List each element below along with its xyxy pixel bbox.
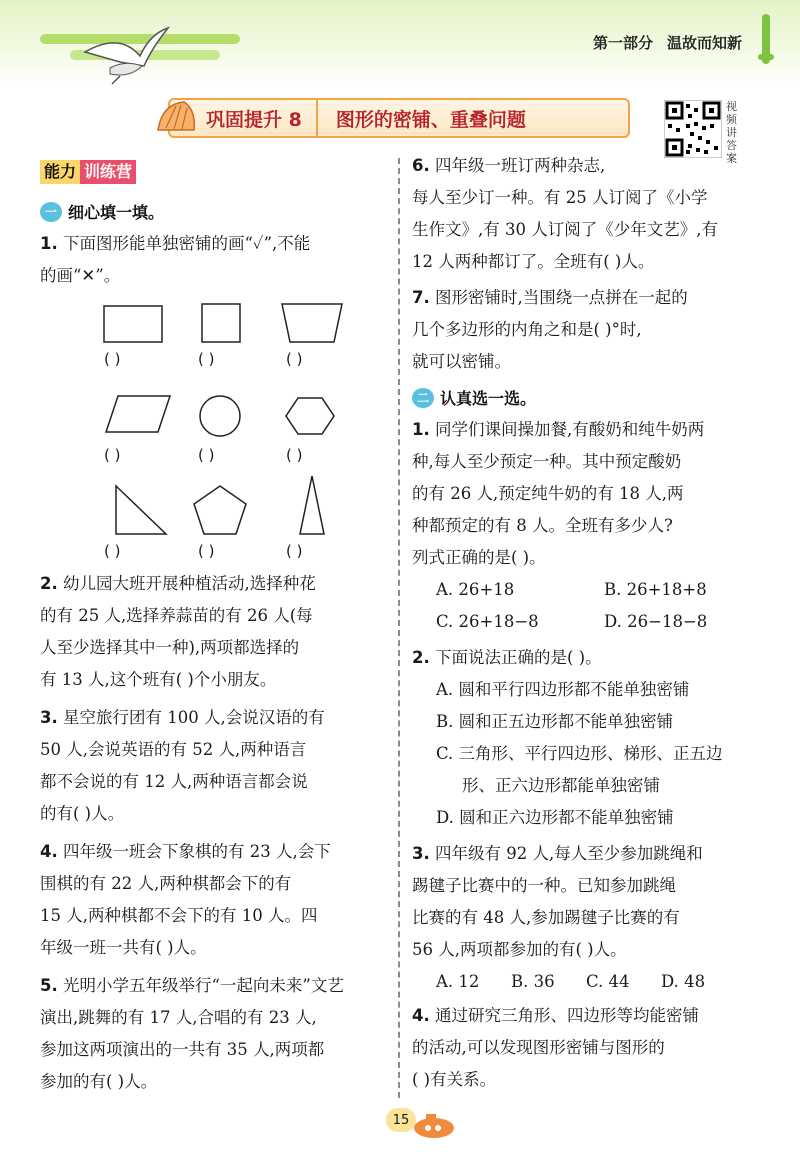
question-number: 1.	[40, 234, 58, 253]
question-6	[412, 150, 772, 278]
choice-question-2	[412, 642, 772, 834]
question-line: 12 人两种都订了。全班有( )人。	[412, 252, 655, 271]
question-line: 15 人,两种棋都不会下的有 10 人。四	[40, 906, 318, 925]
question-line: 同学们课间操加餐,有酸奶和纯牛奶两	[435, 420, 705, 439]
question-line: 的活动,可以发现图形密铺与图形的	[412, 1038, 665, 1057]
question-line: ( )有关系。	[412, 1070, 497, 1089]
question-line: 围棋的有 22 人,两种棋都会下的有	[40, 874, 292, 893]
trapezoid-shape	[282, 304, 342, 342]
question-number: 2.	[40, 574, 58, 593]
option-c[interactable]: C. 三角形、平行四边形、梯形、正五边	[436, 744, 723, 763]
question-line: 光明小学五年级举行“一起向未来”文艺	[63, 976, 344, 995]
question-number: 1.	[412, 420, 430, 439]
option-a[interactable]: A. 26+18	[436, 580, 515, 599]
question-line: 四年级一班订两种杂志,	[435, 156, 606, 175]
question-number: 3.	[412, 844, 430, 863]
question-line: 人至少选择其中一种),两项都选择的	[40, 638, 300, 657]
question-1	[40, 228, 392, 292]
section-heading-2	[412, 386, 536, 409]
question-line: 演出,跳舞的有 17 人,合唱的有 23 人,	[40, 1008, 317, 1027]
answer-blank[interactable]: ( )	[286, 350, 303, 368]
ability-tag-b: 训练营	[80, 160, 136, 184]
qr-caption: 视频讲答案	[726, 100, 737, 165]
question-2	[40, 568, 392, 696]
seagull-icon	[80, 22, 170, 86]
option-d[interactable]: D. 圆和正六边形都不能单独密铺	[436, 808, 674, 827]
question-line: 踢毽子比赛中的一种。已知参加跳绳	[412, 876, 676, 895]
option-d[interactable]: D. 26−18−8	[604, 612, 708, 631]
question-4	[40, 836, 392, 964]
submarine-icon	[410, 1108, 460, 1142]
option-row	[412, 574, 772, 606]
question-line: 幼儿园大班开展种植活动,选择种花	[63, 574, 316, 593]
question-line: 种都预定的有 8 人。全班有多少人?	[412, 516, 673, 535]
option-c-continued: 形、正六边形都能单独密铺	[462, 776, 660, 795]
choice-question-4	[412, 1000, 772, 1096]
question-line: 通过研究三角形、四边形等均能密铺	[435, 1006, 699, 1025]
question-line: 的有( )人。	[40, 804, 125, 823]
ability-tag-a: 能力	[40, 160, 80, 184]
question-line: 参加这两项演出的一共有 35 人,两项都	[40, 1040, 325, 1059]
section-title: 认真选一选。	[440, 389, 537, 408]
option-a[interactable]: A. 12	[436, 972, 480, 991]
question-line: 参加的有( )人。	[40, 1072, 158, 1091]
option-b[interactable]: B. 36	[511, 972, 555, 991]
shell-icon	[154, 96, 198, 136]
parallelogram-shape	[106, 396, 170, 432]
question-line: 有 13 人,这个班有( )个小朋友。	[40, 670, 277, 689]
question-number: 7.	[412, 288, 430, 307]
option-b[interactable]: B. 26+18+8	[604, 580, 707, 599]
isosceles-triangle-shape	[300, 476, 324, 534]
question-line: 56 人,两项都参加的有( )人。	[412, 940, 627, 959]
question-line: 年级一班一共有( )人。	[40, 938, 207, 957]
section-number: 二	[412, 388, 434, 408]
answer-blank[interactable]: ( )	[198, 446, 215, 464]
question-line: 种,每人至少预定一种。其中预定酸奶	[412, 452, 682, 471]
question-line: 比赛的有 48 人,参加踢毽子比赛的有	[412, 908, 680, 927]
answer-blank[interactable]: ( )	[286, 542, 303, 560]
answer-blank[interactable]: ( )	[104, 350, 121, 368]
question-line: 就可以密铺。	[412, 352, 511, 371]
header-part: 第一部分	[592, 34, 653, 52]
answer-blank[interactable]: ( )	[104, 542, 121, 560]
choice-question-1	[412, 414, 772, 638]
question-number: 4.	[412, 1006, 430, 1025]
option-row	[412, 606, 772, 638]
shapes-grid	[90, 296, 360, 566]
answer-blank[interactable]: ( )	[198, 542, 215, 560]
option-row	[412, 966, 736, 998]
option-c[interactable]: C. 26+18−8	[436, 612, 539, 631]
question-line: 下面图形能单独密铺的画“✓”,不能	[63, 234, 311, 253]
square-shape	[202, 304, 240, 342]
rectangle-shape	[104, 306, 162, 342]
question-number: 2.	[412, 648, 430, 667]
option-a[interactable]: A. 圆和平行四边形都不能单独密铺	[436, 680, 690, 699]
page-number: 15	[386, 1108, 416, 1132]
question-number: 6.	[412, 156, 430, 175]
question-number: 5.	[40, 976, 58, 995]
question-3	[40, 702, 392, 830]
question-line: 生作文》,有 30 人订阅了《少年文艺》,有	[412, 220, 718, 239]
option-d[interactable]: D. 48	[661, 972, 706, 991]
section-number: 一	[40, 202, 62, 222]
question-line: 都不会说的有 12 人,两种语言都会说	[40, 772, 308, 791]
question-line: 每人至少订一种。有 25 人订阅了《小学	[412, 188, 708, 207]
title-banner	[168, 98, 630, 138]
header-text	[593, 32, 742, 53]
option-c[interactable]: C. 44	[586, 972, 630, 991]
question-5	[40, 970, 392, 1098]
question-line: 几个多边形的内角之和是( )°时,	[412, 320, 642, 339]
hexagon-shape	[286, 398, 334, 434]
question-line: 下面说法正确的是( )。	[435, 648, 602, 667]
question-line: 的有 25 人,选择养蒜苗的有 26 人(每	[40, 606, 313, 625]
title-left: 巩固提升 8	[170, 100, 318, 136]
column-divider	[398, 158, 400, 1098]
section-heading-1	[40, 200, 164, 223]
choice-question-3	[412, 838, 772, 998]
question-line: 的画“✕”。	[40, 266, 121, 285]
question-number: 4.	[40, 842, 58, 861]
answer-blank[interactable]: ( )	[286, 446, 303, 464]
question-line: 的有 26 人,预定纯牛奶的有 18 人,两	[412, 484, 684, 503]
question-line: 列式正确的是( )。	[412, 548, 546, 567]
answer-blank[interactable]: ( )	[104, 446, 121, 464]
question-line: 四年级一班会下象棋的有 23 人,会下	[63, 842, 331, 861]
section-title: 细心填一填。	[68, 203, 165, 222]
question-line: 图形密铺时,当围绕一点拼在一起的	[435, 288, 688, 307]
question-number: 3.	[40, 708, 58, 727]
option-b[interactable]: B. 圆和正五边形都不能单独密铺	[436, 712, 674, 731]
question-line: 四年级有 92 人,每人至少参加跳绳和	[435, 844, 703, 863]
question-line: 50 人,会说英语的有 52 人,两种语言	[40, 740, 307, 759]
question-line: 星空旅行团有 100 人,会说汉语的有	[63, 708, 325, 727]
right-triangle-shape	[116, 486, 166, 534]
header-section: 温故而知新	[666, 34, 742, 52]
ability-tag	[40, 160, 136, 184]
title-right: 图形的密铺、重叠问题	[335, 108, 526, 131]
circle-shape	[200, 396, 240, 436]
corner-mark	[758, 54, 774, 60]
answer-blank[interactable]: ( )	[198, 350, 215, 368]
pentagon-shape	[194, 486, 246, 534]
question-7	[412, 282, 772, 378]
